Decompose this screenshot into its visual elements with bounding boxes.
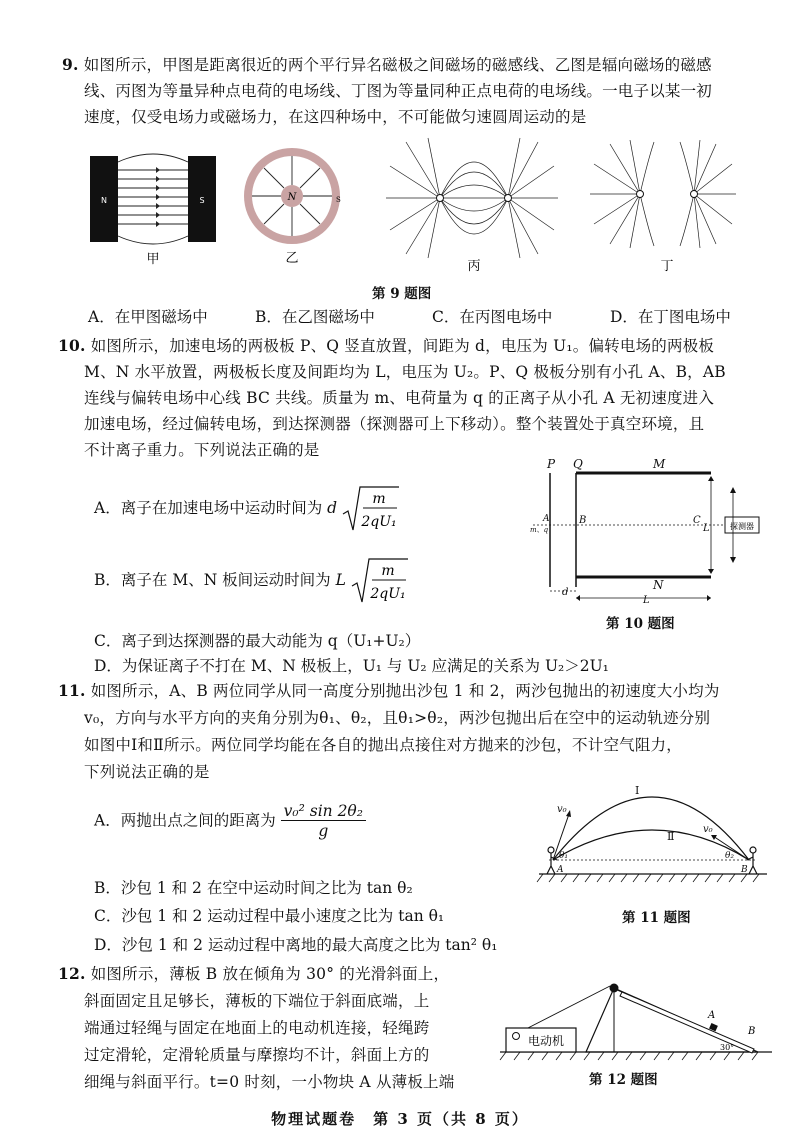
label-yi: 乙: [285, 251, 299, 264]
svg-text:30°: 30°: [720, 1043, 735, 1052]
pole-n-label: N: [101, 196, 107, 205]
figure-9-bing: [384, 136, 560, 272]
q10-option-b[interactable]: B．离子在 M、N 板间运动时间为 L m 2qU₁: [94, 556, 409, 606]
q9-option-c[interactable]: C．在丙图电场中: [432, 308, 553, 326]
svg-text:B: B: [748, 1026, 756, 1037]
q10-line-3: 连线与偏转电场中心线 BC 共线。质量为 m、电荷量为 q 的正离子从小孔 A 无初速度进入: [84, 389, 715, 407]
pole-n-label-2: N: [287, 192, 297, 203]
q10-line-1: 10. 如图所示，加速电场的两极板 P、Q 竖直放置，间距为 d，电压为 U₁。偏转电场的两极板: [58, 336, 715, 355]
q9-number: 9.: [62, 55, 79, 74]
figure-10: [525, 455, 775, 615]
label-jia: 甲: [146, 252, 160, 265]
q11-option-a[interactable]: A．两抛出点之间的距离为 $\frac{\text{v₀² sin 2θ₂}}{g}$: [94, 802, 366, 841]
pole-s-label: S: [199, 196, 205, 205]
q10-figure-caption: 第 10 题图: [606, 616, 675, 632]
svg-text:A: A: [543, 514, 550, 524]
figure-12: [496, 972, 781, 1062]
q9-option-d[interactable]: D．在丁图电场中: [610, 308, 731, 326]
svg-text:d: d: [562, 587, 569, 598]
svg-text:N: N: [653, 578, 664, 592]
q9-line-1: 9. 如图所示，甲图是距离很近的两个平行异名磁极之间磁场的磁感线、乙图是辐向磁场的磁感: [62, 55, 712, 74]
q11-option-c[interactable]: C．沙包 1 和 2 运动过程中最小速度之比为 tan θ₁: [94, 907, 445, 925]
q11-option-b[interactable]: B．沙包 1 和 2 在空中运动时间之比为 tan θ₂: [94, 879, 413, 897]
q9-option-a[interactable]: A．在甲图磁场中: [88, 308, 208, 326]
svg-text:L: L: [703, 523, 710, 534]
q10-option-a[interactable]: A．离子在加速电场中运动时间为 d m 2qU₁: [94, 484, 400, 534]
q12-line-5: 细绳与斜面平行。t=0 时刻，一小物块 A 从薄板上端: [84, 1073, 455, 1091]
q11-number: 11.: [58, 681, 86, 700]
svg-text:v₀: v₀: [703, 824, 713, 835]
svg-text:Q: Q: [573, 457, 583, 471]
sqrt-symbol: [342, 484, 400, 534]
q12-line-1: 12. 如图所示，薄板 B 放在倾角为 30° 的光滑斜面上，: [58, 964, 450, 983]
q10-option-c[interactable]: C．离子到达探测器的最大动能为 q（U₁+U₂）: [94, 632, 421, 650]
svg-text:2qU₁: 2qU₁: [361, 514, 397, 530]
q10-line-5: 不计离子重力。下列说法正确的是: [84, 441, 320, 459]
svg-text:B: B: [741, 865, 748, 875]
svg-text:C: C: [693, 515, 701, 526]
page-footer: 物理试题卷 第 3 页（共 8 页）: [271, 1110, 529, 1128]
q10-line-2: M、N 水平放置，两极板长度及间距均为 L，电压为 U₂。P、Q 极板分别有小孔 A、B，AB: [84, 363, 726, 381]
svg-text:M: M: [653, 457, 666, 471]
q9-line-3: 速度，仅受电场力或磁场力，在这四种场中，不可能做匀速圆周运动的是: [84, 108, 587, 126]
figure-9-ding: [588, 140, 738, 276]
svg-text:θ₂: θ₂: [725, 851, 735, 861]
figure-11: [535, 778, 775, 903]
q9-option-b[interactable]: B．在乙图磁场中: [255, 308, 375, 326]
q12-line-3: 端通过轻绳与固定在地面上的电动机连接，轻绳跨: [84, 1019, 430, 1037]
q9-line-2: 线、丙图为等量异种点电荷的电场线、丁图为等量同种正点电荷的电场线。一电子以某一初: [84, 82, 713, 100]
motor-label: 电动机: [527, 1034, 565, 1048]
q10-option-d[interactable]: D．为保证离子不打在 M、N 极板上，U₁ 与 U₂ 应满足的关系为 U₂＞2U₁: [94, 657, 609, 675]
figure-9-jia: [88, 150, 218, 265]
svg-text:v₀: v₀: [557, 804, 567, 815]
label-ding: 丁: [660, 259, 674, 274]
svg-text:Ⅱ: Ⅱ: [667, 830, 675, 843]
svg-text:m、q: m、q: [530, 526, 549, 534]
label-bing: 丙: [467, 259, 481, 272]
q10-line-4: 加速电场，经过偏转电场，到达探测器（探测器可上下移动）。整个装置处于真空环境，且: [84, 415, 705, 433]
svg-text:P: P: [547, 457, 556, 471]
q11-line-1: 11. 如图所示，A、B 两位同学从同一高度分别抛出沙包 1 和 2，两沙包抛出的初速度大小均为: [58, 681, 720, 700]
svg-text:L: L: [643, 595, 650, 606]
detector-label: 探测器: [730, 522, 754, 531]
q12-number: 12.: [58, 964, 86, 983]
svg-text:Ⅰ: Ⅰ: [635, 784, 640, 797]
q11-line-3: 如图中Ⅰ和Ⅱ所示。两位同学均能在各自的抛出点接住对方抛来的沙包，不计空气阻力，: [84, 736, 682, 754]
svg-text:S: S: [336, 196, 341, 204]
q11-figure-caption: 第 11 题图: [622, 910, 691, 926]
svg-text:2qU₁: 2qU₁: [370, 586, 406, 602]
svg-text:B: B: [579, 515, 587, 526]
svg-text:m: m: [372, 491, 386, 507]
q11-line-2: v₀，方向与水平方向的夹角分别为θ₁、θ₂，且θ₁>θ₂，两沙包抛出后在空中的运动轨迹分别: [84, 709, 711, 727]
q12-figure-caption: 第 12 题图: [589, 1072, 658, 1088]
q10-number: 10.: [58, 336, 86, 355]
figure-9-yi: [236, 146, 348, 264]
q9-figure-caption: 第 9 题图: [372, 286, 432, 302]
svg-text:θ₁: θ₁: [559, 851, 569, 861]
sqrt-symbol: [351, 556, 409, 606]
svg-text:A: A: [557, 865, 564, 875]
svg-text:m: m: [381, 563, 395, 579]
q11-line-4: 下列说法正确的是: [84, 763, 210, 781]
svg-text:A: A: [708, 1010, 716, 1021]
q12-line-4: 过定滑轮，定滑轮质量与摩擦均不计，斜面上方的: [84, 1046, 430, 1064]
q11-option-d[interactable]: D．沙包 1 和 2 运动过程中离地的最大高度之比为 tan² θ₁: [94, 936, 498, 954]
distance-fraction: $\frac{\text{v₀² sin 2θ₂}}{g}$: [281, 802, 366, 841]
q12-line-2: 斜面固定且足够长，薄板的下端位于斜面底端，上: [84, 992, 430, 1010]
